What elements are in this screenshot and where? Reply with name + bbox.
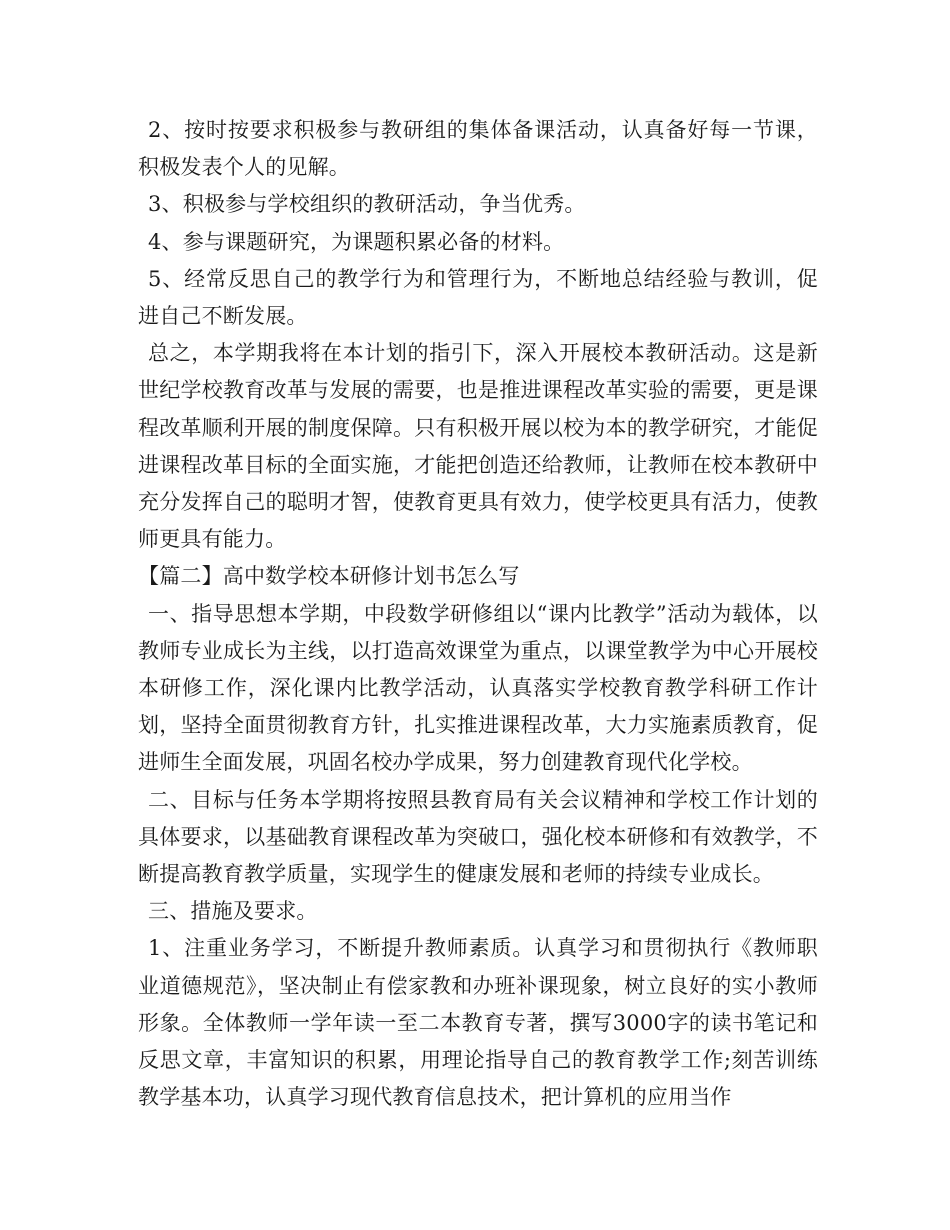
- paragraph-item-3: 3、积极参与学校组织的教研活动，争当优秀。: [148, 192, 586, 217]
- paragraph-goals-tasks: 二、目标与任务本学期将按照县教育局有关会议精神和学校工作计划的具体要求，以基础教育课程改革为突破口，强化校本研修和有效教学，不断提高教育教学质量，实现学生的健康发展和老师的持续专业成长。: [138, 787, 818, 887]
- paragraph-item-2: 2、按时按要求积极参与教研组的集体备课活动，认真备好每一节课，积极发表个人的见解。: [138, 118, 818, 180]
- paragraph-guiding-thought: 一、指导思想本学期，中段数学研修组以“课内比教学”活动为载体，以教师专业成长为主线，以打造高效课堂为重点，以课堂教学为中心开展校本研修工作，深化课内比教学活动，认真落实学校教育教学科研工作计划，坚持全面贯彻教育方针，扎实推进课程改革，大力实施素质教育，促进师生全面发展，巩固名校办学成果，努力创建教育现代化学校。: [138, 601, 818, 775]
- document-body: [138, 112, 818, 1116]
- section-heading: 【篇二】高中数学校本研修计划书怎么写: [138, 564, 520, 589]
- paragraph-measure-1: 1、注重业务学习，不断提升教师素质。认真学习和贯彻执行《教师职业道德规范》，坚决制止有偿家教和办班补课现象，树立良好的实小教师形象。全体教师一学年读一至二本教育专著，撰写3000字的读书笔记和反思文章，丰富知识的积累，用理论指导自己的教育教学工作;刻苦训练教学基本功，认真学习现代教育信息技术，把计算机的应用当作: [138, 936, 818, 1110]
- paragraph-item-4: 4、参与课题研究，为课题积累必备的材料。: [148, 229, 565, 254]
- paragraph-measures-title: 三、措施及要求。: [148, 899, 318, 924]
- paragraph-summary: 总之，本学期我将在本计划的指引下，深入开展校本教研活动。这是新世纪学校教育改革与发展的需要，也是推进课程改革实验的需要，更是课程改革顺利开展的制度保障。只有积极开展以校为本的教学研究，才能促进课程改革目标的全面实施，才能把创造还给教师，让教师在校本教研中充分发挥自己的聪明才智，使教育更具有效力，使学校更具有活力，使教师更具有能力。: [138, 341, 818, 552]
- paragraph-item-5: 5、经常反思自己的教学行为和管理行为，不断地总结经验与教训，促进自己不断发展。: [138, 266, 818, 329]
